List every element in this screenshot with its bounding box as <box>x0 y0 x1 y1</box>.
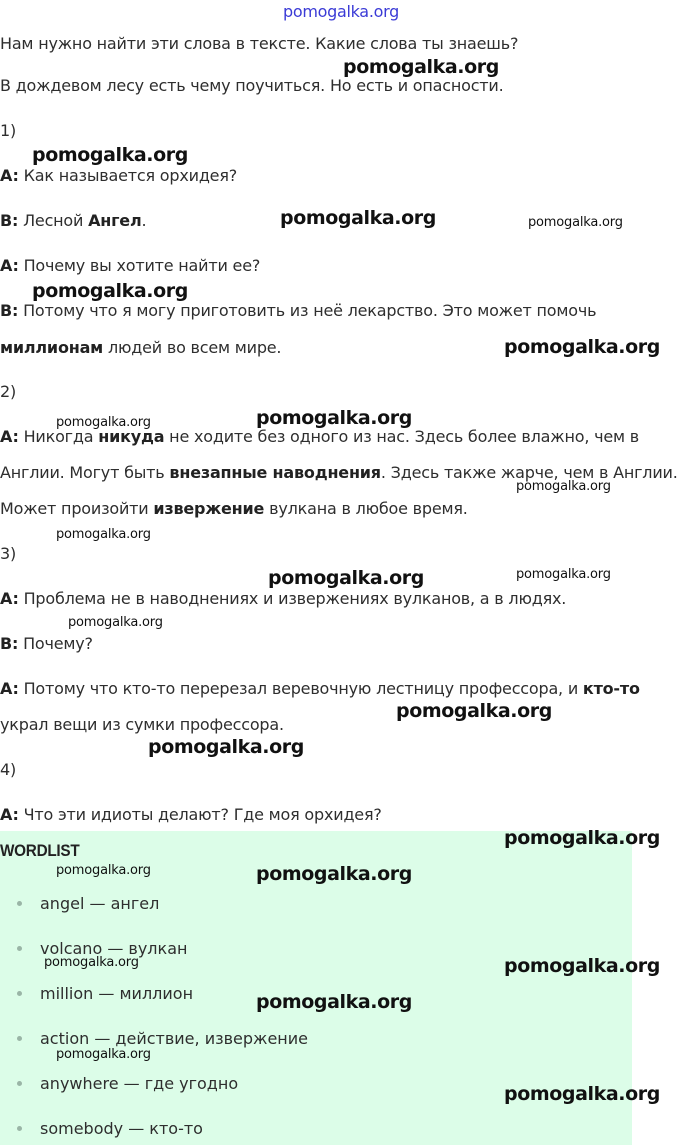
line-text: Никогда <box>18 427 99 446</box>
speaker-label: B: <box>0 634 19 653</box>
wordlist-item-text: somebody — кто-то <box>40 1119 203 1138</box>
dialogue-line <box>0 338 281 357</box>
speaker-label: B: <box>0 211 19 230</box>
line-text: Проблема не в наводнениях и извержениях вулканов, а в людях. <box>18 589 567 608</box>
intro-text: Нам нужно найти эти слова в тексте. Какие слова ты знаешь? <box>0 34 519 53</box>
section-number: 2) <box>0 382 17 401</box>
watermark: pomogalka.org <box>56 1047 151 1062</box>
watermark: pomogalka.org <box>516 479 611 494</box>
dialogue-line <box>0 805 382 824</box>
section-number: 4) <box>0 760 17 779</box>
vocab-word: внезапные наводнения <box>169 463 381 482</box>
speaker-label: A: <box>0 427 19 446</box>
speaker-label: A: <box>0 166 19 185</box>
section-number: 3) <box>0 544 17 563</box>
watermark: pomogalka.org <box>56 863 151 878</box>
watermark: pomogalka.org <box>528 215 623 230</box>
dialogue-line <box>0 679 640 698</box>
line-text: Может произойти <box>0 499 154 518</box>
dialogue-line <box>0 427 639 446</box>
watermark: pomogalka.org <box>256 991 412 1013</box>
watermark: pomogalka.org <box>256 407 412 429</box>
watermark: pomogalka.org <box>504 336 660 358</box>
watermark: pomogalka.org <box>44 955 139 970</box>
speaker-label: B: <box>0 301 19 320</box>
dialogue-line <box>0 211 146 230</box>
line-text: Как называется орхидея? <box>18 166 238 185</box>
watermark: pomogalka.org <box>343 56 499 78</box>
line-text: украл вещи из сумки профессора. <box>0 715 284 734</box>
bullet-icon <box>17 901 22 906</box>
speaker-label: A: <box>0 805 19 824</box>
dialogue-line <box>0 589 566 608</box>
bullet-icon <box>17 1036 22 1041</box>
line-text: . Здесь также жарче, чем в Англии. <box>380 463 678 482</box>
vocab-word: кто-то <box>582 679 640 698</box>
line-text: Лесной <box>18 211 89 230</box>
watermark: pomogalka.org <box>32 144 188 166</box>
lead-text: В дождевом лесу есть чему поучиться. Но есть и опасности. <box>0 76 504 95</box>
line-text: Потому что я могу приготовить из неё лекарство. Это может помочь <box>18 301 597 320</box>
bullet-icon <box>17 1081 22 1086</box>
bullet-icon <box>17 1126 22 1131</box>
line-text: вулкана в любое время. <box>264 499 468 518</box>
wordlist-title: WORDLIST <box>0 841 80 860</box>
line-text: не ходите без одного из нас. Здесь более влажно, чем в <box>164 427 639 446</box>
watermark: pomogalka.org <box>396 700 552 722</box>
speaker-label: A: <box>0 679 19 698</box>
vocab-word: Ангел <box>88 211 142 230</box>
speaker-label: A: <box>0 589 19 608</box>
dialogue-line <box>0 715 284 734</box>
watermark: pomogalka.org <box>504 955 660 977</box>
watermark: pomogalka.org <box>56 527 151 542</box>
line-text: людей во всем мире. <box>103 338 282 357</box>
speaker-label: A: <box>0 256 19 275</box>
wordlist-item-text: action — действие, извержение <box>40 1029 308 1048</box>
watermark: pomogalka.org <box>68 615 163 630</box>
line-text: Англии. Могут быть <box>0 463 170 482</box>
vocab-word: извержение <box>153 499 265 518</box>
watermark: pomogalka.org <box>148 736 304 758</box>
section-number: 1) <box>0 121 17 140</box>
dialogue-line <box>0 463 678 482</box>
vocab-word: миллионам <box>0 338 104 357</box>
vocab-word: никуда <box>98 427 165 446</box>
line-text: Потому что кто-то перерезал веревочную лестницу профессора, и <box>18 679 583 698</box>
dialogue-line <box>0 301 596 320</box>
bullet-icon <box>17 991 22 996</box>
watermark: pomogalka.org <box>280 207 436 229</box>
line-text: Что эти идиоты делают? Где моя орхидея? <box>18 805 382 824</box>
watermark: pomogalka.org <box>256 863 412 885</box>
watermark: pomogalka.org <box>32 280 188 302</box>
wordlist-item-text: anywhere — где угодно <box>40 1074 239 1093</box>
dialogue-line <box>0 256 260 275</box>
line-text: . <box>141 211 147 230</box>
watermark: pomogalka.org <box>504 827 660 849</box>
dialogue-line <box>0 634 93 653</box>
line-text: Почему вы хотите найти ее? <box>18 256 261 275</box>
watermark: pomogalka.org <box>516 567 611 582</box>
watermark: pomogalka.org <box>56 415 151 430</box>
dialogue-line <box>0 499 468 518</box>
watermark: pomogalka.org <box>504 1083 660 1105</box>
wordlist-item-text: volcano — вулкан <box>40 939 188 958</box>
bullet-icon <box>17 946 22 951</box>
watermark-top: pomogalka.org <box>283 2 399 21</box>
wordlist-item-text: million — миллион <box>40 984 194 1003</box>
watermark: pomogalka.org <box>268 567 424 589</box>
wordlist-item-text: angel — ангел <box>40 894 160 913</box>
dialogue-line <box>0 166 237 185</box>
line-text: Почему? <box>18 634 93 653</box>
